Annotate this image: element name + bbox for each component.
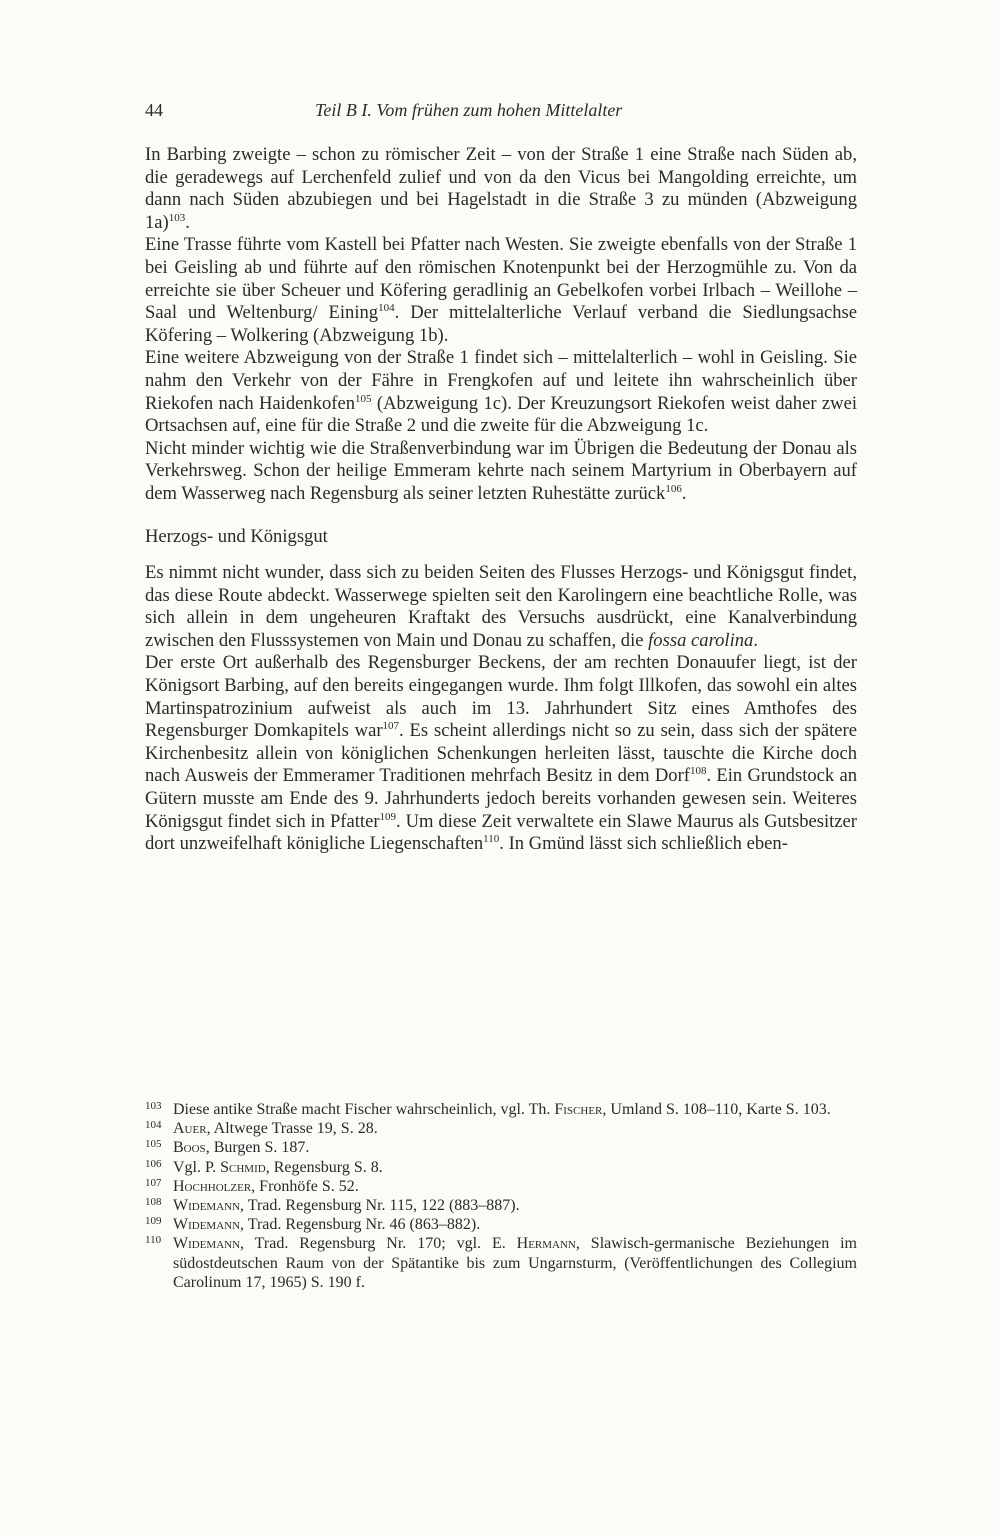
footnote-ref: 105 <box>355 392 372 405</box>
paragraph: Es nimmt nicht wunder, dass sich zu beiden Seiten des Flusses Herzogs- und Königsgut findet, das diese Route abdeckt. Wasserwege spielten seit den Karolingern eine beachtliche Rolle, was sich allein in dem ungeheuren Kraftakt des Versuchs ausdrückt, eine Kanalverbindung zwischen den Flusssystemen von Main und Donau zu schaffen, die fossa carolina. <box>145 562 857 651</box>
footnote-ref: 106 <box>665 482 682 495</box>
footnote: 108 Widemann, Trad. Regensburg Nr. 115, 122 (883–887). <box>145 1196 857 1215</box>
section-heading: Herzogs- und Königsgut <box>145 525 328 547</box>
footnote-ref: 103 <box>168 211 186 224</box>
footnote-ref: 108 <box>689 765 707 778</box>
page-header <box>145 100 857 128</box>
body-text <box>145 144 857 856</box>
footnote: 106 Vgl. P. Schmid, Regensburg S. 8. <box>145 1158 857 1177</box>
footnote-number: 107 <box>145 1176 162 1189</box>
paragraph: Nicht minder wichtig wie die Straßenverbindung war im Übrigen die Bedeutung der Donau als Verkehrsweg. Schon der heilige Emmeram kehrte nach seinem Martyrium in Oberbayern auf dem Wasserweg nach Regensburg als seiner letzten Ruhestätte zurück$^{106}$. <box>145 437 857 504</box>
paragraph: Der erste Ort außerhalb des Regensburger Beckens, der am rechten Donauufer liegt, ist der Königsort Barbing, auf den bereits eingegangen wurde. Ihm folgt Illkofen, das sowohl ein altes Martinspatrozinium aufweist als auch im 13. Jahrhundert Sitz eines Amthofes des Regensburger Domkapitels war$^{107}$. Es scheint allerdings nicht so zu sein, dass sich der spätere Kirchenbesitz allein von königlichen Schenkungen herleiten lässt, tauschte die Kirche doch nach Ausweis der Emmeramer Traditionen mehrfach Besitz in dem Dorf$^{108}$. Ein Grundstock an Gütern musste am Ende des 9. Jahrhunderts jedoch bereits vorhanden gewesen sein. Weiteres Königsgut findet sich in Pfatter$^{109}$. Um diese Zeit verwaltete ein Slawe Maurus als Gutsbesitzer dort unzweifelhaft königliche Liegenschaften$^{110}$. In Gmünd lässt sich schließlich eben- <box>145 652 858 855</box>
footnote-ref: 104 <box>378 302 395 315</box>
footnote-number: 103 <box>145 1100 162 1112</box>
page-number: 44 <box>145 100 163 120</box>
footnote-number: 110 <box>145 1234 162 1247</box>
footnote-ref: 109 <box>379 810 397 823</box>
paragraph: Eine Trasse führte vom Kastell bei Pfatter nach Westen. Sie zweigte ebenfalls von der Straße 1 bei Geisling ab und führte auf den römischen Knotenpunkt bei der Herzogmühle zu. Von da erreichte sie über Scheuer und Köfering geradlinig an Gebelkofen vorbei Irlbach – Weillohe – Saal und Weltenburg/ Eining$^{104}$. Der mittelalterliche Verlauf verband die Siedlungsachse Köfering – Wolkering (Abzweigung 1b). <box>145 234 857 346</box>
footnote: 105 Boos, Burgen S. 187. <box>145 1138 857 1157</box>
footnote-number: 108 <box>145 1196 162 1209</box>
footnote-number: 104 <box>145 1119 162 1132</box>
italic-term: fossa carolina <box>648 629 754 651</box>
footnote-number: 106 <box>145 1157 162 1170</box>
footnotes <box>145 1100 857 1292</box>
paragraph: In Barbing zweigte – schon zu römischer Zeit – von der Straße 1 eine Straße nach Süden ab, die geradewegs auf Lerchenfeld zulief und von da den Vicus bei Mangolding erreichte, um dann nach Süden abzubiegen und bei Hagelstadt in die Straße 3 zu münden (Abzweigung 1a)$^{103}$. <box>145 144 857 233</box>
footnote-ref: 110 <box>483 833 500 846</box>
footnote: 110 Widemann, Trad. Regensburg Nr. 170; vgl. E. Hermann, Slawisch-germanische Beziehungen im südostdeutschen Raum von der Spätantike bis zum Ungarnsturm, (Veröffentlichungen des Collegium Carolinum 17, 1965) S. 190 f. <box>145 1234 857 1292</box>
paragraph: Eine weitere Abzweigung von der Straße 1 findet sich – mittelalterlich – wohl in Geisling. Sie nahm den Verkehr von der Fähre in Frengkofen auf und leitete ihn wahrscheinlich über Riekofen nach Haidenkofen$^{105}$ (Abzweigung 1c). Der Kreuzungsort Riekofen weist daher zwei Ortsachsen auf, eine für die Straße 2 und die zweite für die Abzweigung 1c. <box>145 347 857 437</box>
running-head: Teil B I. Vom frühen zum hohen Mittelalter <box>315 100 623 120</box>
footnote-number: 109 <box>145 1215 162 1228</box>
footnote: 107 Hochholzer, Fronhöfe S. 52. <box>145 1177 857 1196</box>
footnote-number: 105 <box>145 1138 162 1151</box>
footnote: 109 Widemann, Trad. Regensburg Nr. 46 (863–882). <box>145 1215 857 1234</box>
footnote: 104 Auer, Altwege Trasse 19, S. 28. <box>145 1119 857 1138</box>
footnote: 103 Diese antike Straße macht Fischer wahrscheinlich, vgl. Th. Fischer, Umland S. 108–110, Karte S. 103. <box>145 1100 857 1119</box>
footnote-ref: 107 <box>382 720 400 733</box>
